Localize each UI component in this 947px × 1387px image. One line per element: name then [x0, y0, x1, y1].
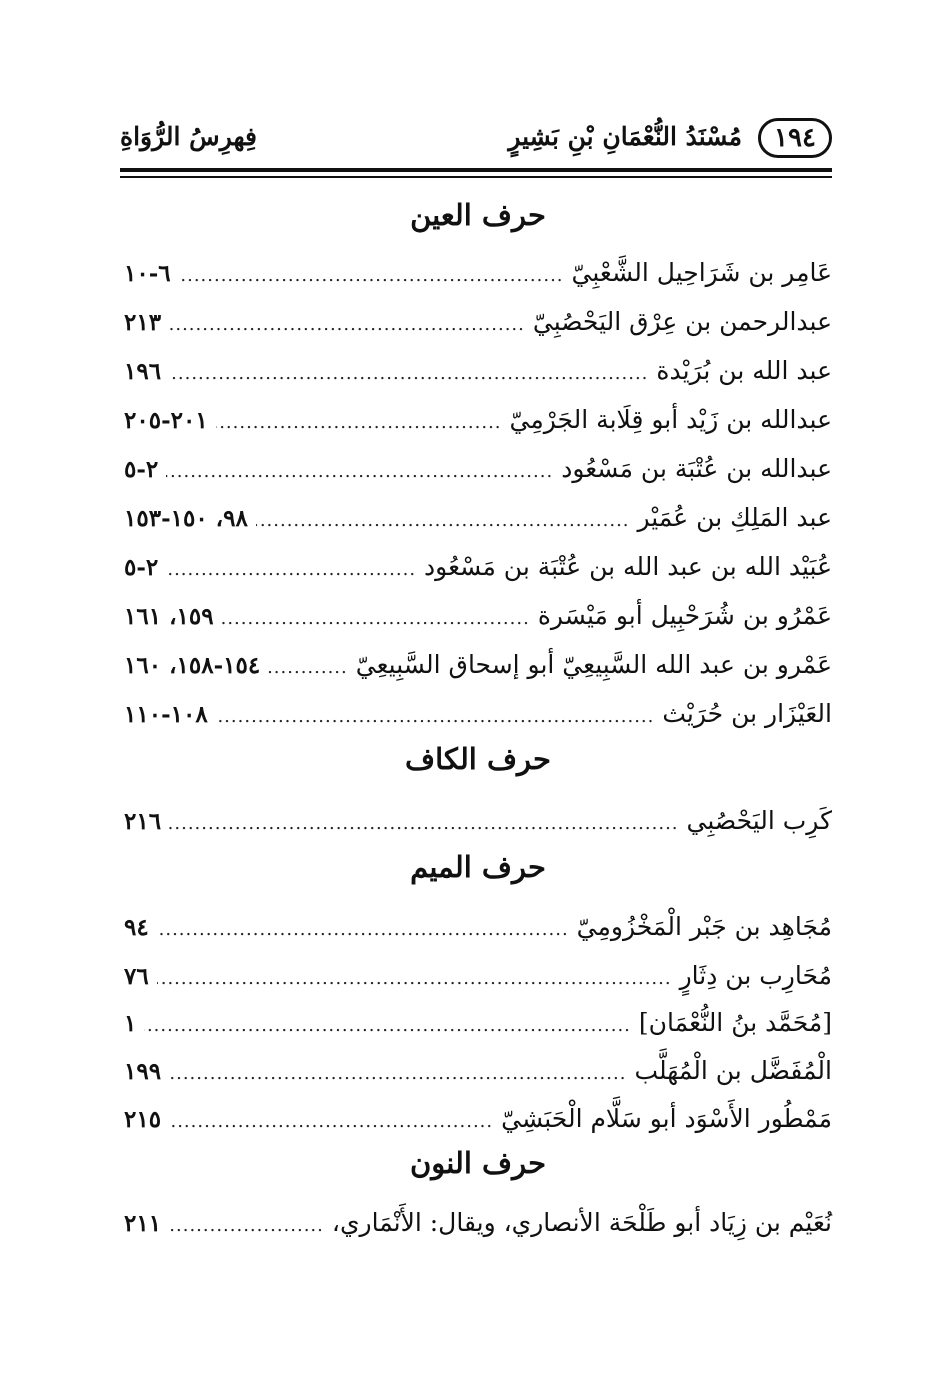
leader-dots	[144, 1015, 631, 1036]
entry-name: عبد المَلِكِ بن عُمَيْر	[637, 503, 832, 532]
header-rule-thick	[120, 168, 832, 172]
entry-pages: ٩٤	[124, 914, 149, 941]
leader-dots	[216, 412, 502, 433]
entry-name: عبدالله بن زَيْد أبو قِلَابة الجَرْمِيّ	[509, 405, 832, 434]
section-heading-kaf: حرف الكاف	[405, 742, 551, 776]
leader-dots	[222, 608, 530, 629]
leader-dots	[166, 559, 416, 580]
entry-name: [مُحَمَّد بنُ النُّعْمَان]	[638, 1008, 832, 1037]
entry-name: عُبَيْد الله بن عبد الله بن عُتْبَة بن مَسْعُود	[424, 552, 832, 581]
page-header	[120, 118, 832, 168]
entry-pages: ٢١٦	[124, 808, 162, 835]
entry-name: نُعَيْم بن زِيَاد أبو طَلْحَة الأنصاري، ويقال: الأَنْمَاري،	[331, 1208, 832, 1237]
index-entry	[124, 454, 832, 488]
index-entry	[124, 258, 832, 292]
index-entry	[124, 1104, 832, 1138]
leader-dots	[169, 1111, 493, 1132]
leader-dots	[179, 265, 564, 286]
entry-name: عَمْرُو بن شُرَحْبِيل أبو مَيْسَرة	[537, 601, 832, 630]
leader-dots	[169, 314, 525, 335]
leader-dots	[169, 1215, 324, 1236]
entry-name: عبدالله بن عُتْبَة بن مَسْعُود	[561, 454, 832, 483]
entry-pages: ٢١٣	[124, 309, 162, 336]
leader-dots	[268, 657, 348, 678]
entry-name: عبدالرحمن بن عِرْق اليَحْصُبِيّ	[532, 307, 832, 336]
index-entry	[124, 307, 832, 341]
entry-pages: ١٩٦	[124, 358, 162, 385]
entry-pages: ٢١٥	[124, 1106, 162, 1133]
index-entry	[124, 1208, 832, 1242]
running-section-title: فِهرِسُ الرُّوَاةِ	[120, 122, 257, 151]
entry-name: مَمْطُور الأَسْوَد أبو سَلَّام الْحَبَشِيّ	[501, 1104, 832, 1133]
index-entry	[124, 1008, 832, 1042]
leader-dots	[216, 706, 655, 727]
index-entry	[124, 356, 832, 390]
entry-name: عَمْرو بن عبد الله السَّبِيعِيّ أبو إسحاق السَّبِيعِيّ	[355, 650, 832, 679]
leader-dots	[256, 510, 630, 531]
leader-dots	[157, 968, 672, 989]
entry-name: الْمُفَضَّل بن الْمُهَلَّب	[634, 1056, 832, 1085]
index-entry	[124, 806, 832, 840]
book-title: مُسْنَدُ النُّعْمَانِ بْنِ بَشِيرٍ	[508, 122, 742, 151]
index-entry	[124, 503, 832, 537]
header-rule-thin	[120, 176, 832, 178]
index-entry	[124, 601, 832, 635]
entry-pages: ٢١١	[124, 1210, 162, 1237]
entry-name: عبد الله بن بُرَيْدة	[656, 356, 832, 385]
leader-dots	[157, 919, 569, 940]
section-heading-mim: حرف الميم	[410, 850, 546, 884]
index-entry	[124, 552, 832, 586]
leader-dots	[169, 1063, 626, 1084]
index-entry	[124, 1056, 832, 1090]
entry-name: مُجَاهِد بن جَبْر الْمَخْزُومِيّ	[576, 912, 832, 941]
entry-pages: ٦-١٠	[124, 260, 171, 287]
entry-pages: ١	[124, 1010, 137, 1037]
section-heading-nun: حرف النون	[409, 1146, 546, 1180]
index-entry	[124, 699, 832, 733]
entry-pages: ٧٦	[124, 963, 149, 990]
entry-name: مُحَارِب بن دِثَارٍ	[679, 961, 832, 990]
leader-dots	[169, 363, 648, 384]
entry-pages: ١٥٤-١٥٨، ١٦٠	[124, 652, 261, 679]
section-heading-ain: حرف العين	[410, 198, 546, 232]
entry-pages: ٢٠١-٢٠٥	[124, 407, 208, 434]
entry-pages: ١٥٩، ١٦١	[124, 603, 214, 630]
index-entry	[124, 961, 832, 995]
entry-name: عَامِر بن شَرَاحِيل الشَّعْبِيّ	[571, 258, 832, 287]
entry-pages: ١٠٨-١١٠	[124, 701, 208, 728]
index-entry	[124, 650, 832, 684]
leader-dots	[166, 461, 553, 482]
entry-name: كَرِب اليَحْصُبِي	[686, 806, 832, 835]
entry-pages: ٢-٥	[124, 554, 159, 581]
entry-pages: ١٩٩	[124, 1058, 162, 1085]
index-entry	[124, 912, 832, 946]
page-number: ١٩٤	[758, 118, 832, 158]
entry-name: العَيْزَار بن حُرَيْث	[662, 699, 832, 728]
entry-pages: ٩٨، ١٥٠-١٥٣	[124, 505, 248, 532]
entry-pages: ٢-٥	[124, 456, 159, 483]
index-entry	[124, 405, 832, 439]
leader-dots	[169, 813, 678, 834]
